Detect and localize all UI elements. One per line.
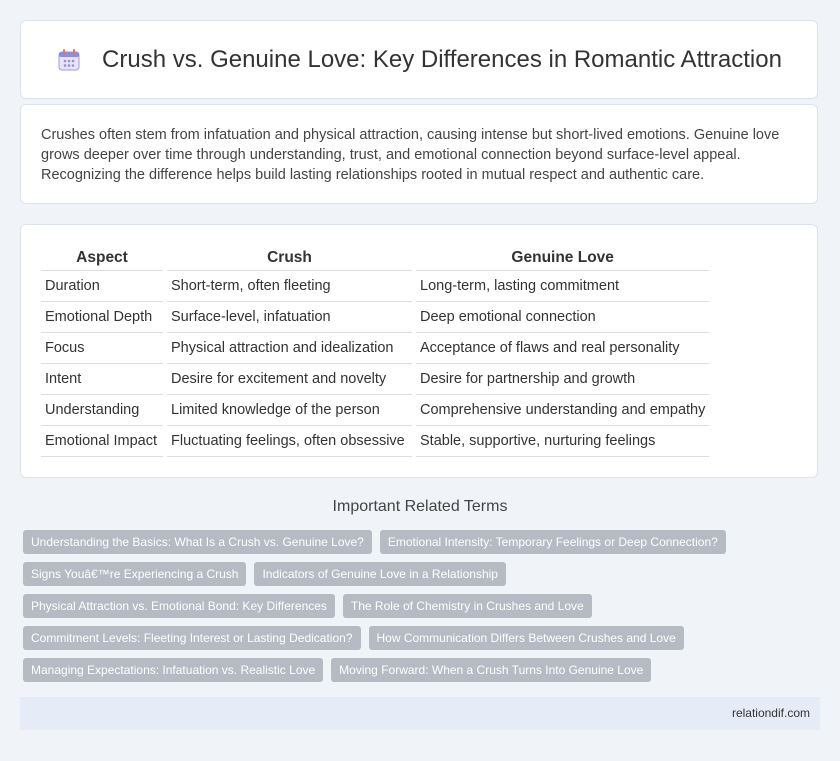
related-term-tag[interactable]: Emotional Intensity: Temporary Feelings or Deep Connection? <box>380 530 726 554</box>
related-term-tag[interactable]: Indicators of Genuine Love in a Relationship <box>254 562 505 586</box>
table-cell: Intent <box>41 364 163 395</box>
calendar-icon <box>56 47 82 73</box>
footer <box>20 697 820 730</box>
related-term-tag[interactable]: Moving Forward: When a Crush Turns Into Genuine Love <box>331 658 651 682</box>
related-terms-title: Important Related Terms <box>332 498 508 515</box>
page-title: Crush vs. Genuine Love: Key Differences in Romantic Attraction <box>102 45 782 73</box>
table-cell: Fluctuating feelings, often obsessive <box>167 426 412 457</box>
table-header-row <box>41 247 709 271</box>
table-cell: Stable, supportive, nurturing feelings <box>416 426 709 457</box>
table-cell: Focus <box>41 333 163 364</box>
column-header-crush: Crush <box>167 247 412 271</box>
related-term-tag[interactable]: Commitment Levels: Fleeting Interest or Lasting Dedication? <box>23 626 361 650</box>
table-cell: Desire for excitement and novelty <box>167 364 412 395</box>
related-term-tag[interactable]: How Communication Differs Between Crushes and Love <box>369 626 684 650</box>
table-cell: Understanding <box>41 395 163 426</box>
column-header-aspect: Aspect <box>41 247 163 271</box>
table-cell: Emotional Depth <box>41 302 163 333</box>
table-row <box>41 395 709 426</box>
table-cell: Surface-level, infatuation <box>167 302 412 333</box>
table-row <box>41 302 709 333</box>
table-cell: Long-term, lasting commitment <box>416 271 709 302</box>
comparison-table <box>37 247 713 457</box>
table-cell: Duration <box>41 271 163 302</box>
table-cell: Deep emotional connection <box>416 302 709 333</box>
table-cell: Limited knowledge of the person <box>167 395 412 426</box>
related-term-tag[interactable]: Signs Youâ€™re Experiencing a Crush <box>23 562 246 586</box>
table-row <box>41 333 709 364</box>
related-term-tag[interactable]: Physical Attraction vs. Emotional Bond: Key Differences <box>23 594 335 618</box>
table-cell: Comprehensive understanding and empathy <box>416 395 709 426</box>
related-term-tag[interactable]: Managing Expectations: Infatuation vs. Realistic Love <box>23 658 323 682</box>
table-cell: Desire for partnership and growth <box>416 364 709 395</box>
table-cell: Short-term, often fleeting <box>167 271 412 302</box>
column-header-genuine-love: Genuine Love <box>416 247 709 271</box>
related-term-tag[interactable]: The Role of Chemistry in Crushes and Love <box>343 594 592 618</box>
footer-site-link[interactable]: relationdif.com <box>731 706 810 720</box>
related-terms-tags <box>23 530 823 690</box>
table-cell: Emotional Impact <box>41 426 163 457</box>
table-cell: Acceptance of flaws and real personality <box>416 333 709 364</box>
table-row <box>41 271 709 302</box>
intro-card <box>20 104 818 204</box>
related-term-tag[interactable]: Understanding the Basics: What Is a Crush vs. Genuine Love? <box>23 530 372 554</box>
table-row <box>41 364 709 395</box>
comparison-table-card <box>20 224 818 478</box>
table-cell: Physical attraction and idealization <box>167 333 412 364</box>
header-card <box>20 20 818 99</box>
intro-text: Crushes often stem from infatuation and physical attraction, causing intense but short-lived emotions. Genuine love grows deeper over time through understanding, trust, and emotional connection beyond surface-level appeal. Recognizing the difference helps build lasting relationships rooted in mutual respect and authentic care. <box>41 127 780 183</box>
table-row <box>41 426 709 457</box>
